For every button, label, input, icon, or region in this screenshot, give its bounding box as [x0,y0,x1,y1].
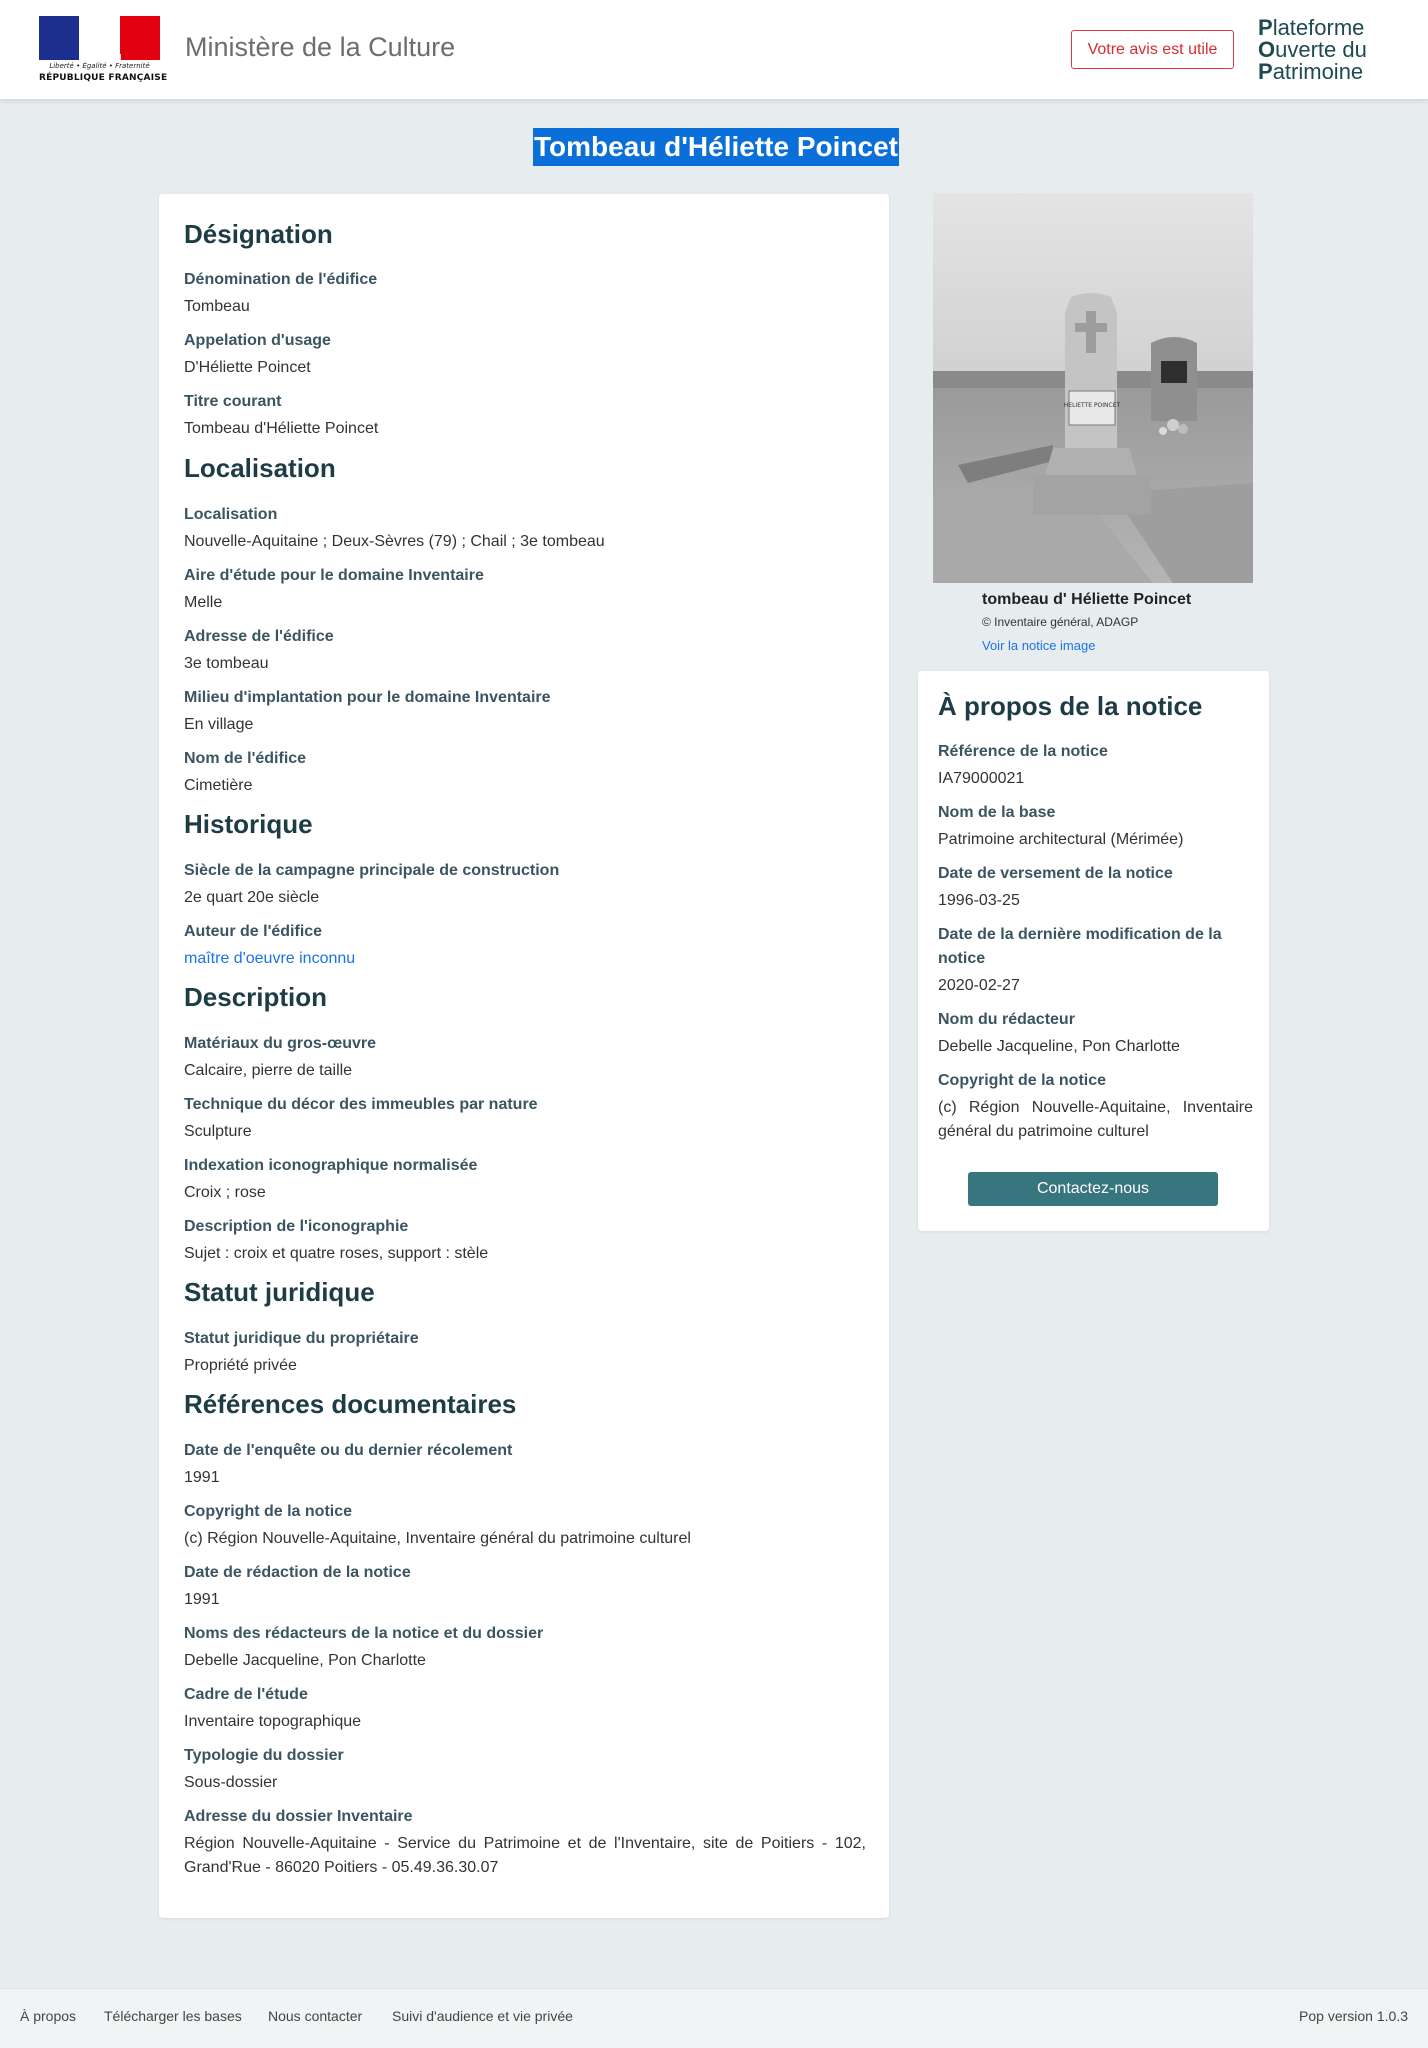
field-value: Sculpture [184,1123,252,1140]
field-value: Inventaire topographique [184,1713,362,1730]
republic-motto: Liberté • Égalité • Fraternité [49,62,150,70]
field-label: Nom de l'édifice [184,750,307,767]
field-label: Nom de la base [938,804,1056,821]
pop-logo-initial: P [1258,59,1273,84]
field-label: Nom du rédacteur [938,1011,1075,1028]
field-label: Titre courant [184,393,282,410]
pop-logo-text: uverte du [1275,37,1367,62]
footer-link-download[interactable]: Télécharger les bases [104,2008,242,2024]
section-title-designation: Désignation [184,219,333,249]
field-label: Matériaux du gros-œuvre [184,1035,377,1052]
field-label: Dénomination de l'édifice [184,271,378,288]
field-value: Propriété privée [184,1357,297,1374]
field-value: Région Nouvelle-Aquitaine - Service du Patrimoine et de l'Inventaire, site de Poitiers - 102, Grand'Rue - 86020 Poitiers - 05.49.36.30.07 [184,1835,866,1876]
field-label: Copyright de la notice [184,1503,353,1520]
field-label: Adresse de l'édifice [184,628,334,645]
pop-logo[interactable] [1258,17,1367,83]
field-value: Tombeau [184,298,250,315]
field-value: D'Héliette Poincet [184,359,311,376]
field-label: Statut juridique du propriétaire [184,1330,419,1347]
footer-link-about[interactable]: À propos [20,2008,77,2024]
feedback-button[interactable]: Votre avis est utile [1071,30,1234,69]
marianne-profile-icon [69,18,129,60]
tomb-photo-image [933,193,1253,583]
field-value: Nouvelle-Aquitaine ; Deux-Sèvres (79) ; Chail ; 3e tombeau [184,533,605,550]
field-label: Cadre de l'étude [184,1686,308,1703]
field-value: Melle [184,594,223,611]
field-value: Tombeau d'Héliette Poincet [184,420,379,437]
field-value: 2e quart 20e siècle [184,889,320,906]
field-label: Aire d'étude pour le domaine Inventaire [184,567,484,584]
field-label: Date de versement de la notice [938,865,1173,882]
field-label: Description de l'iconographie [184,1218,409,1235]
author-link[interactable]: maître d'oeuvre inconnu [184,950,356,967]
field-value: Sous-dossier [184,1774,278,1791]
field-label: Noms des rédacteurs de la notice et du dossier [184,1625,544,1642]
ministry-name[interactable]: Ministère de la Culture [185,32,456,62]
about-notice-card [918,671,1269,1231]
field-label: Localisation [184,506,278,523]
field-label: Date de la dernière modification de la notice [938,926,1222,967]
field-label: Auteur de l'édifice [184,923,323,940]
republic-name: RÉPUBLIQUE FRANÇAISE [39,73,168,83]
field-value: Patrimoine architectural (Mérimée) [938,831,1184,848]
contact-button[interactable]: Contactez-nous [968,1172,1218,1206]
field-value: 2020-02-27 [938,977,1020,994]
field-value: Sujet : croix et quatre roses, support : stèle [184,1245,489,1262]
field-label: Typologie du dossier [184,1747,344,1764]
field-value: IA79000021 [938,770,1025,787]
photo-caption-title: tombeau d' Héliette Poincet [982,591,1192,608]
notice-photo[interactable] [933,193,1253,583]
section-title-historique: Historique [184,809,313,839]
field-value: Debelle Jacqueline, Pon Charlotte [938,1038,1180,1055]
field-value: Calcaire, pierre de taille [184,1062,353,1079]
field-label: Copyright de la notice [938,1072,1107,1089]
about-title: À propos de la notice [938,691,1203,721]
field-value: (c) Région Nouvelle-Aquitaine, Inventaire général du patrimoine culturel [938,1099,1253,1140]
field-label: Adresse du dossier Inventaire [184,1808,413,1825]
field-label: Date de l'enquête ou du dernier récolement [184,1442,513,1459]
field-value: Cimetière [184,777,253,794]
notice-details-card [159,194,889,1918]
field-value: Debelle Jacqueline, Pon Charlotte [184,1652,426,1669]
site-footer [0,1988,1428,2048]
field-value: 3e tombeau [184,655,269,672]
field-label: Milieu d'implantation pour le domaine Inventaire [184,689,551,706]
field-label: Appelation d'usage [184,332,331,349]
field-value: 1996-03-25 [938,892,1020,909]
site-header [0,0,1428,100]
section-title-references: Références documentaires [184,1389,517,1419]
field-value: 1991 [184,1591,220,1608]
pop-logo-text: atrimoine [1272,59,1364,84]
field-label: Indexation iconographique normalisée [184,1157,478,1174]
section-title-statut: Statut juridique [184,1277,375,1307]
photo-caption-copyright: © Inventaire général, ADAGP [982,615,1139,629]
pop-logo-text: lateforme [1272,15,1365,40]
field-value: En village [184,716,254,733]
page-title: Tombeau d'Héliette Poincet [533,128,899,166]
field-label: Date de rédaction de la notice [184,1564,411,1581]
version-text: Pop version 1.0.3 [1299,2008,1408,2024]
section-title-description: Description [184,982,328,1012]
field-label: Siècle de la campagne principale de construction [184,862,560,879]
field-label: Technique du décor des immeubles par nature [184,1096,538,1113]
field-value: 1991 [184,1469,220,1486]
field-value: (c) Région Nouvelle-Aquitaine, Inventaire général du patrimoine culturel [184,1530,691,1547]
plaque-text: HELIETTE POINCET [1063,402,1121,409]
pop-logo-initial: P [1258,15,1273,40]
pop-logo-initial: O [1258,37,1276,62]
marianne-logo[interactable] [39,16,168,88]
field-value: Croix ; rose [184,1184,266,1201]
section-title-localisation: Localisation [184,453,336,483]
view-image-notice-link[interactable]: Voir la notice image [982,638,1096,653]
field-label: Référence de la notice [938,743,1108,760]
footer-link-contact[interactable]: Nous contacter [268,2008,363,2024]
footer-link-privacy[interactable]: Suivi d'audience et vie privée [392,2008,573,2024]
